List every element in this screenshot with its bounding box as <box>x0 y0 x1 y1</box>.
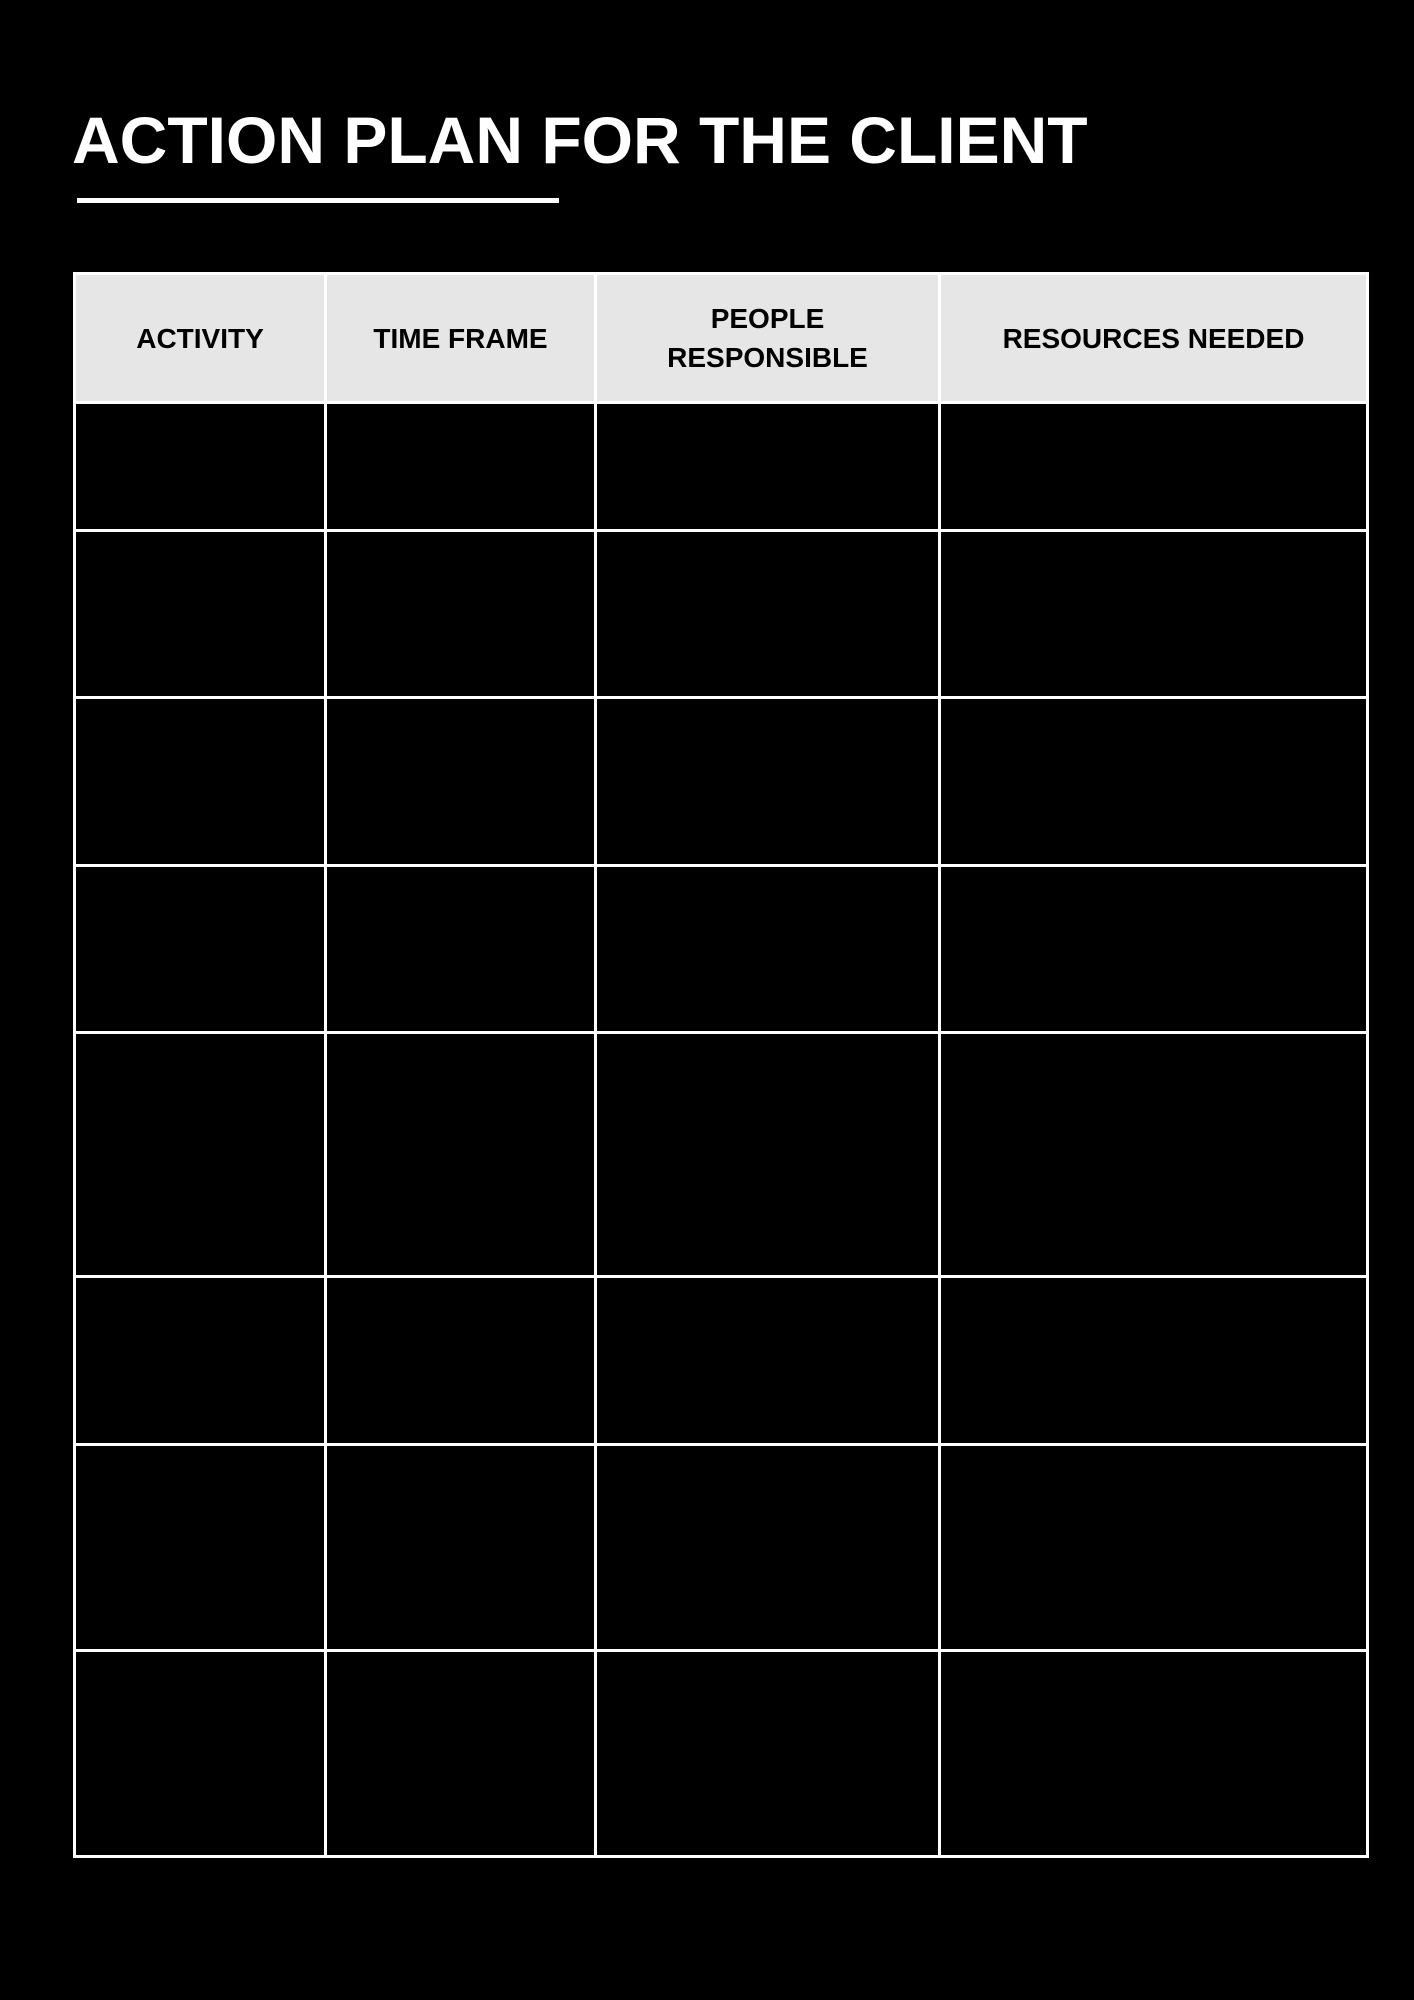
table-header-row <box>75 274 1368 403</box>
table-cell-resources-needed[interactable] <box>940 531 1368 698</box>
table-cell-time-frame[interactable] <box>326 698 596 866</box>
table-cell-time-frame[interactable] <box>326 531 596 698</box>
table-cell-activity[interactable] <box>75 1445 326 1651</box>
title-underline <box>77 198 559 203</box>
table-cell-resources-needed[interactable] <box>940 1445 1368 1651</box>
table-cell-activity[interactable] <box>75 531 326 698</box>
column-header-label: RESOURCES NEEDED <box>1002 322 1305 354</box>
table-cell-resources-needed[interactable] <box>940 403 1368 531</box>
table-cell-people-responsible[interactable] <box>596 866 940 1033</box>
column-header-people-responsible <box>596 274 940 403</box>
table-cell-people-responsible[interactable] <box>596 531 940 698</box>
table-cell-time-frame[interactable] <box>326 1277 596 1445</box>
page-title: ACTION PLAN FOR THE CLIENT <box>72 103 1088 177</box>
table-cell-time-frame[interactable] <box>326 1033 596 1277</box>
column-header-label: TIME FRAME <box>373 322 548 354</box>
table-cell-activity[interactable] <box>75 866 326 1033</box>
table-row <box>75 1033 1368 1277</box>
table-cell-people-responsible[interactable] <box>596 1445 940 1651</box>
table-cell-resources-needed[interactable] <box>940 698 1368 866</box>
column-header-label: PEOPLE RESPONSIBLE <box>667 303 868 373</box>
column-header-label: ACTIVITY <box>136 322 264 354</box>
column-header-activity <box>75 274 326 403</box>
table-cell-time-frame[interactable] <box>326 1445 596 1651</box>
table-cell-activity[interactable] <box>75 1651 326 1857</box>
table-row <box>75 1651 1368 1857</box>
table-cell-people-responsible[interactable] <box>596 698 940 866</box>
column-header-time-frame <box>326 274 596 403</box>
column-header-resources-needed <box>940 274 1368 403</box>
table-cell-people-responsible[interactable] <box>596 1033 940 1277</box>
table-row <box>75 1445 1368 1651</box>
table-cell-resources-needed[interactable] <box>940 1033 1368 1277</box>
table-cell-time-frame[interactable] <box>326 866 596 1033</box>
table-cell-activity[interactable] <box>75 1277 326 1445</box>
table-cell-time-frame[interactable] <box>326 403 596 531</box>
table-row <box>75 403 1368 531</box>
table-cell-resources-needed[interactable] <box>940 1651 1368 1857</box>
table-row <box>75 866 1368 1033</box>
table-cell-activity[interactable] <box>75 1033 326 1277</box>
table-row <box>75 1277 1368 1445</box>
table-cell-activity[interactable] <box>75 403 326 531</box>
action-plan-table <box>73 272 1369 1858</box>
table-cell-activity[interactable] <box>75 698 326 866</box>
table-cell-people-responsible[interactable] <box>596 1277 940 1445</box>
table-cell-people-responsible[interactable] <box>596 403 940 531</box>
table-cell-resources-needed[interactable] <box>940 1277 1368 1445</box>
table-row <box>75 698 1368 866</box>
table-cell-resources-needed[interactable] <box>940 866 1368 1033</box>
table-cell-people-responsible[interactable] <box>596 1651 940 1857</box>
table-cell-time-frame[interactable] <box>326 1651 596 1857</box>
table-row <box>75 531 1368 698</box>
